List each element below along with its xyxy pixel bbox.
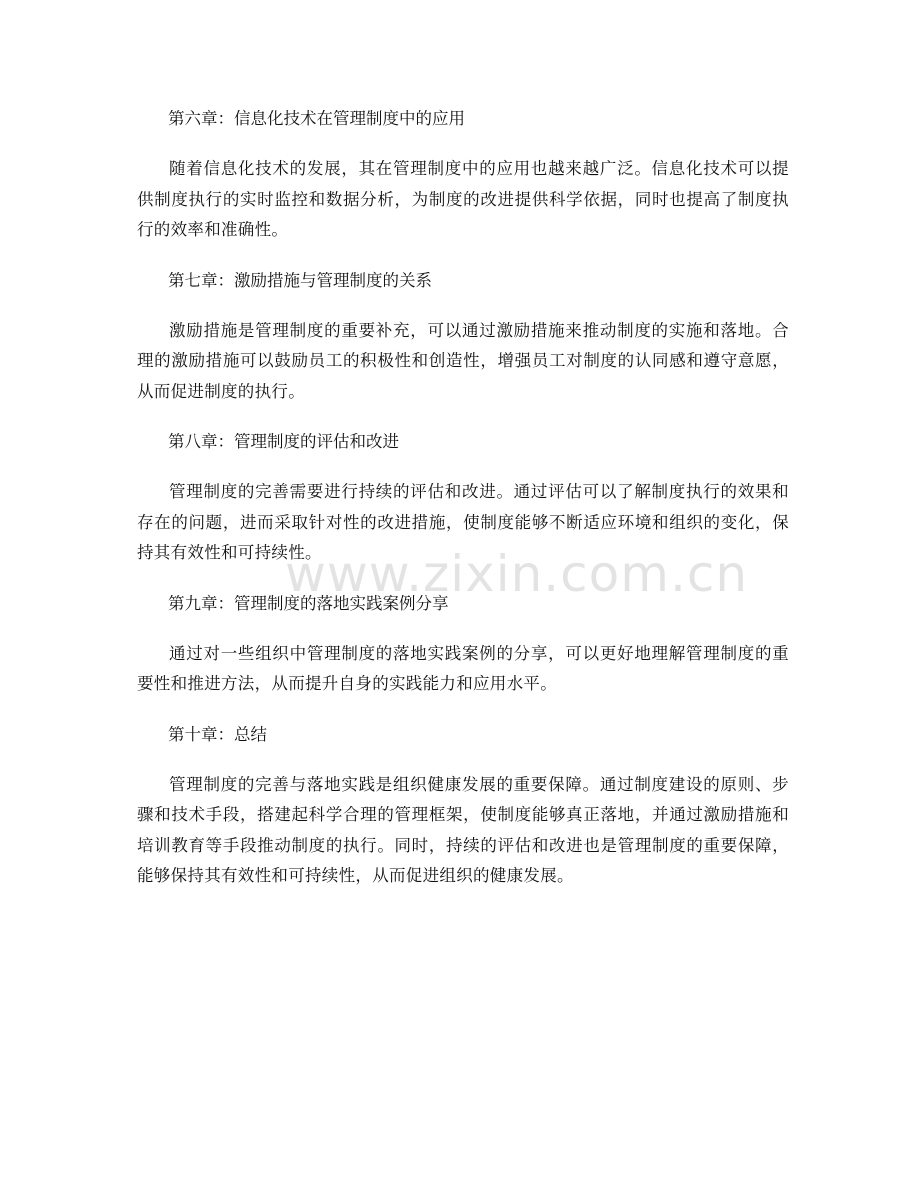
chapter-8-paragraph: 管理制度的完善需要进行持续的评估和改进。通过评估可以了解制度执行的效果和存在的问题，进而采取针对性的改进措施，使制度能够不断适应环境和组织的变化，保持其有效性和可持续性。 (137, 482, 789, 562)
chapter-9-heading: 第九章：管理制度的落地实践案例分享 (168, 593, 449, 613)
chapter-10-paragraph: 管理制度的完善与落地实践是组织健康发展的重要保障。通过制度建设的原则、步骤和技术手段，搭建起科学合理的管理框架，使制度能够真正落地，并通过激励措施和培训教育等手段推动制度的执行。同时，持续的评估和改进也是管理制度的重要保障，能够保持其有效性和可持续性，从而促进组织的健康发展。 (137, 774, 789, 885)
chapter-7-heading: 第七章：激励措施与管理制度的关系 (168, 270, 432, 290)
document-body (137, 104, 789, 892)
chapter-6-heading: 第六章：信息化技术在管理制度中的应用 (168, 109, 465, 128)
chapter-9-paragraph: 通过对一些组织中管理制度的落地实践案例的分享，可以更好地理解管理制度的重要性和推进方法，从而提升自身的实践能力和应用水平。 (137, 643, 789, 693)
chapter-8-heading: 第八章：管理制度的评估和改进 (168, 432, 399, 451)
watermark-text: www.zixin.com.cn (285, 545, 749, 603)
chapter-7-paragraph: 激励措施是管理制度的重要补充，可以通过激励措施来推动制度的实施和落地。合理的激励措施可以鼓励员工的积极性和创造性，增强员工对制度的认同感和遵守意愿，从而促进制度的执行。 (137, 320, 789, 401)
chapter-6-paragraph: 随着信息化技术的发展，其在管理制度中的应用也越来越广泛。信息化技术可以提供制度执行的实时监控和数据分析，为制度的改进提供科学依据，同时也提高了制度执行的效率和准确性。 (137, 159, 789, 239)
chapter-10-heading: 第十章：总结 (168, 724, 267, 744)
